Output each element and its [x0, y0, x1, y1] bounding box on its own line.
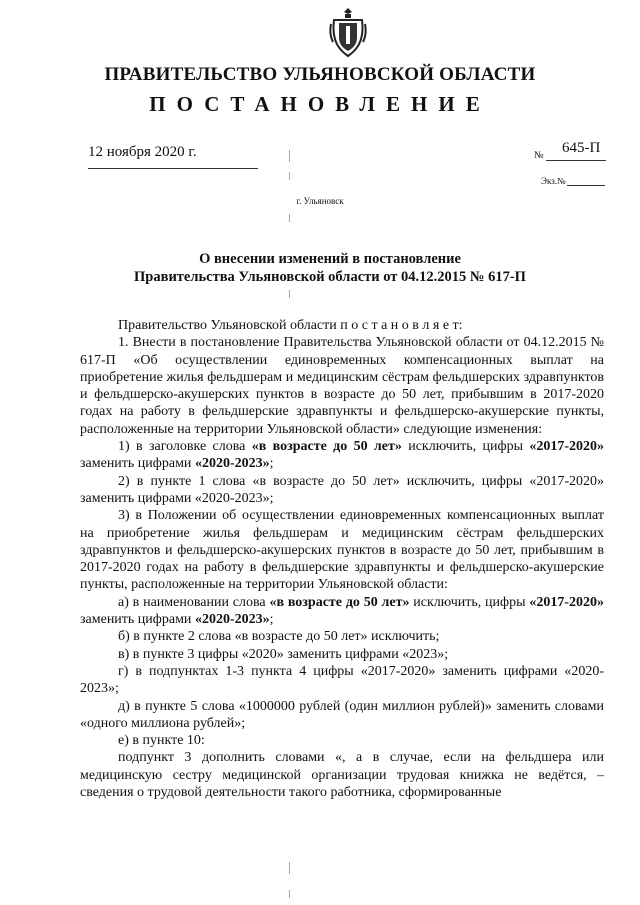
fold-mark — [289, 214, 290, 222]
text-run-bold: «2020-2023» — [194, 456, 270, 472]
body-paragraph: 3) в Положении об осуществлении единовременных компенсационных выплат на приобретение жилья фельдшерам и медицинским сёстрам фельдшерских здравпунктов и фельдшерско-акушерских пунктов в возрасте до 50 лет, прибывшим в 2017-2020 годах на работу в фельдшерские здравпункты и фельдшерско-акушерские пункты, расположенные на территории Ульяновской области: — [80, 508, 604, 593]
subject-line: Правительства Ульяновской области от 04.12.2015 № 617-П — [134, 269, 526, 285]
fold-mark — [289, 172, 290, 180]
body-paragraph: 2) в пункте 1 слова «в возрасте до 50 лет» исключить, цифры «2017-2020» заменить цифрами «2020-2023»; — [80, 473, 604, 506]
body-paragraph: г) в подпунктах 1-3 пункта 4 цифры «2017-2020» заменить цифрами «2020-2023»; — [80, 663, 604, 697]
text-run: ; — [269, 456, 274, 472]
body-paragraph: подпункт 3 дополнить словами «, а в случае, если на фельдшера или медицинскую сестру медицинской организации трудовая книжка не ведётся, – сведения о трудовой деятельности такого работника, сформированные — [80, 750, 604, 801]
document-type: ПОСТАНОВЛЕНИЕ — [149, 92, 491, 116]
copy-number-underline — [567, 185, 605, 186]
fold-mark — [289, 290, 290, 298]
body-paragraph: д) в пункте 5 слова «1000000 рублей (один миллион рублей)» заменить словами «одного миллиона рублей»; — [80, 698, 604, 731]
body-paragraph: е) в пункте 10: — [118, 733, 205, 749]
text-run-bold: «2020-2023» — [194, 612, 270, 628]
fold-mark — [289, 862, 290, 874]
document-date: 12 ноября 2020 г. — [88, 144, 197, 160]
text-run-bold: «2017-2020» — [529, 594, 604, 610]
body-paragraph: в) в пункте 3 цифры «2020» заменить цифрами «2023»; — [118, 646, 449, 662]
copy-number-label: Экз.№ — [541, 176, 566, 186]
coat-of-arms-emblem — [328, 6, 368, 58]
number-prefix: № — [534, 150, 544, 161]
text-run: а) в наименовании слова — [118, 594, 270, 610]
body-paragraph — [80, 317, 604, 334]
subject-line: О внесении изменений в постановление — [199, 251, 461, 267]
body-paragraph: 1. Внести в постановление Правительства Ульяновской области от 04.12.2015 № 617-П «Об осуществлении единовременных компенсационных выплат на приобретение жилья фельдшерам и медицинским сёстрам фельдшерских здравпунктов и фельдшерско-акушерских пунктов в возрасте до 50 лет, прибывшим в 2017-2020 годах на работу в фельдшерские здравпункты и фельдшерско-акушерские пункты, расположенные на территории Ульяновской области» следующие изменения: — [80, 335, 604, 437]
text-run-bold: «2017-2020» — [529, 439, 604, 455]
text-run: исключить, цифры — [409, 594, 530, 610]
body-paragraph: б) в пункте 2 слова «в возрасте до 50 лет» исключить; — [118, 629, 440, 645]
document-subject — [60, 250, 600, 286]
text-run: исключить, цифры — [401, 439, 530, 455]
text-run: ; — [269, 612, 274, 628]
text-run: 1) в заголовке слова — [118, 439, 252, 455]
fold-mark — [289, 150, 290, 162]
text-run: заменить цифрами — [80, 612, 195, 628]
intro-text: Правительство Ульяновской области — [118, 318, 341, 333]
number-underline — [546, 160, 606, 161]
text-run-bold: «в возрасте до 50 лет» — [269, 594, 410, 610]
date-underline — [88, 168, 258, 169]
body-paragraph — [80, 594, 604, 629]
city-label: г. Ульяновск — [296, 196, 344, 206]
text-run-bold: «в возрасте до 50 лет» — [251, 439, 402, 455]
fold-mark — [289, 890, 290, 898]
body-paragraph — [80, 438, 604, 473]
government-title: ПРАВИТЕЛЬСТВО УЛЬЯНОВСКОЙ ОБЛАСТИ — [104, 64, 536, 85]
document-body — [80, 317, 604, 801]
text-run: заменить цифрами — [80, 456, 195, 472]
document-number: 645-П — [562, 140, 601, 156]
intro-resolves: п о с т а н о в л я е т: — [340, 318, 463, 333]
